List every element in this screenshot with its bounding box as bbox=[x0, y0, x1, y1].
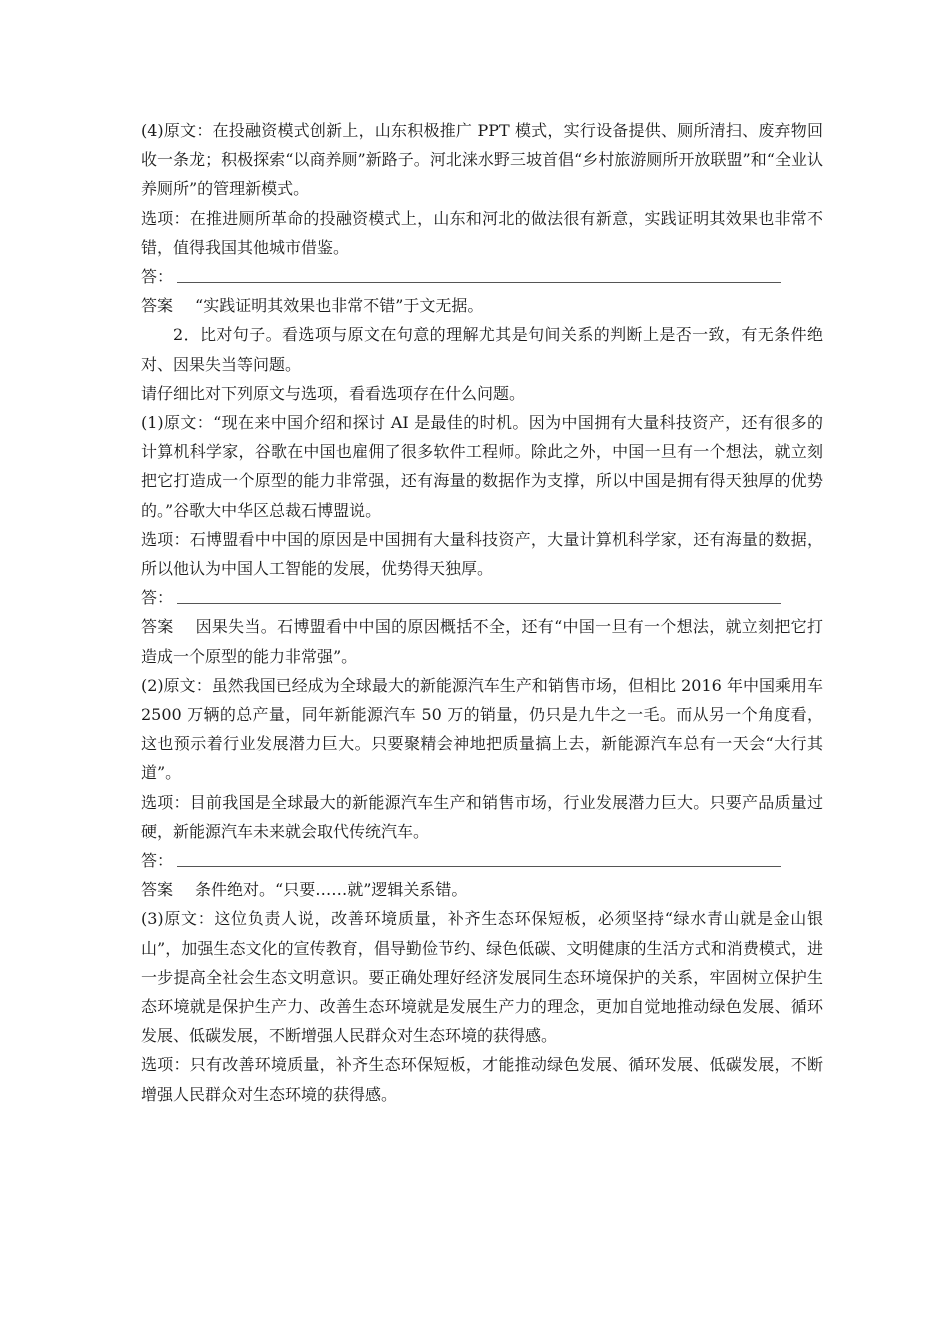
document-page bbox=[141, 116, 823, 1109]
q2-answer-label: 答案 bbox=[141, 880, 174, 900]
q1-answer-text: 因果失当。石博盟看中中国的原因概括不全，还有“中国一旦有一个想法，就立刻把它打造成一个原型的能力非常强”。 bbox=[141, 617, 823, 666]
q4-answer-prompt: 答： bbox=[141, 267, 174, 286]
q1-answer-prompt: 答： bbox=[141, 588, 174, 608]
q4-option: 选项：在推进厕所革命的投融资模式上，山东和河北的做法很有新意，实践证明其效果也非常不错，值得我国其他城市借鉴。 bbox=[141, 208, 823, 257]
q2-answer-row bbox=[141, 846, 823, 875]
q3-option: 选项：只有改善环境质量，补齐生态环保短板，才能推动绿色发展、循环发展、低碳发展，不断增强人民群众对生态环境的获得感。 bbox=[141, 1055, 823, 1104]
q2-answer-prompt: 答： bbox=[141, 851, 174, 871]
q1-answer-row bbox=[141, 583, 823, 612]
q1-original: (1)原文：“现在来中国介绍和探讨 AI 是最佳的时机。因为中国拥有大量科技资产，还有很多的计算机科学家，谷歌在中国也雇佣了很多软件工程师。除此之外，中国一旦有一个想法，就立刻把它打造成一个原型的能力非常强，还有海量的数据作为支撑，所以中国是拥有得天独厚的优势的。”谷歌大中华区总裁石博盟说。 bbox=[141, 413, 823, 520]
q4-answer bbox=[141, 291, 823, 320]
q2-answer-blank[interactable] bbox=[177, 866, 781, 867]
q2-original: (2)原文：虽然我国已经成为全球最大的新能源汽车生产和销售市场，但相比 2016 年中国乘用车 2500 万辆的总产量，同年新能源汽车 50 万的销量，仍只是九牛之一毛。而从另一个角度看，这也预示着行业发展潜力巨大。只要聚精会神地把质量搞上去，新能源汽车总有一天会“大行其道”。 bbox=[141, 675, 823, 783]
q4-original: (4)原文：在投融资模式创新上，山东积极推广 PPT 模式，实行设备提供、厕所清扫、废弃物回收一条龙；积极探索“以商养厕”新路子。河北涞水野三坡首倡“乡村旅游厕所开放联盟”和“全业认养厕所”的管理新模式。 bbox=[141, 121, 823, 199]
q3-original: (3)原文：这位负责人说，改善环境质量，补齐生态环保短板，必须坚持“绿水青山就是金山银山”，加强生态文化的宣传教育，倡导勤俭节约、绿色低碳、文明健康的生活方式和消费模式，进一步提高全社会生态文明意识。要正确处理好经济发展同生态环境保护的关系，牢固树立保护生态环境就是保护生产力、改善生态环境就是发展生产力的理念，更加自觉地推动绿色发展、循环发展、低碳发展，不断增强人民群众对生态环境的获得感。 bbox=[141, 909, 823, 1046]
q4-answer-row bbox=[141, 262, 823, 291]
q1-answer bbox=[141, 612, 823, 670]
q1-answer-label: 答案 bbox=[141, 617, 174, 637]
q4-answer-text: “实践证明其效果也非常不错”于文无据。 bbox=[195, 296, 484, 316]
q2-option: 选项：目前我国是全球最大的新能源汽车生产和销售市场，行业发展潜力巨大。只要产品质量过硬，新能源汽车未来就会取代传统汽车。 bbox=[141, 792, 823, 841]
section2-heading: 2．比对句子。看选项与原文在句意的理解尤其是句间关系的判断上是否一致，有无条件绝对、因果失当等问题。 bbox=[141, 325, 823, 374]
q4-answer-label: 答案 bbox=[141, 296, 174, 316]
section2-instruction: 请仔细比对下列原文与选项，看看选项存在什么问题。 bbox=[141, 383, 526, 403]
q1-answer-blank[interactable] bbox=[177, 603, 781, 604]
q1-option: 选项：石博盟看中中国的原因是中国拥有大量科技资产，大量计算机科学家，还有海量的数据，所以他认为中国人工智能的发展，优势得天独厚。 bbox=[141, 529, 823, 579]
q4-answer-blank[interactable] bbox=[177, 282, 781, 283]
q2-answer bbox=[141, 875, 823, 904]
q2-answer-text: 条件绝对。“只要……就”逻辑关系错。 bbox=[195, 880, 468, 900]
